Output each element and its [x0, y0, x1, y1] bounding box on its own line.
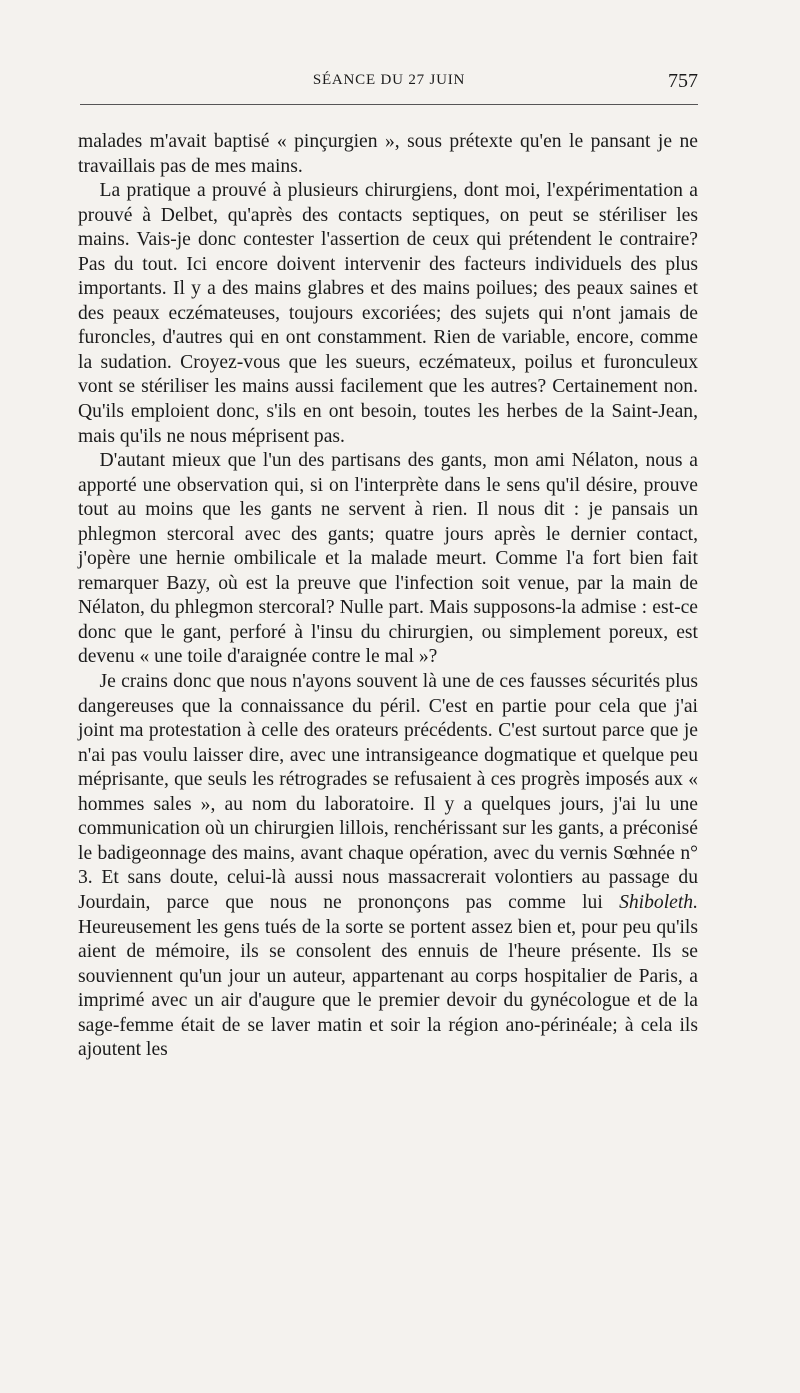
paragraph-3: D'autant mieux que l'un des partisans des gants, mon ami Nélaton, nous a apporté une observation qui, si on l'interprète dans le sens qu'il désire, prouve tout au moins que les gants ne servent à rien. Il nous dit : je pansais un phlegmon stercoral avec des gants; quatre jours après le dernier contact, j'opère une hernie ombilicale et la malade meurt. Comme l'a fort bien fait remarquer Bazy, où est la preuve que l'infection soit venue, par la main de Nélaton, du phlegmon stercoral? Nulle part. Mais supposons-la admise : est-ce donc que le gant, perforé à l'insu du chirurgien, ou simplement poreux, est devenu « une toile d'araignée contre le mal »? — [78, 450, 698, 668]
paragraph-1: malades m'avait baptisé « pinçurgien », sous prétexte qu'en le pansant je ne travaillais pas de mes mains. — [78, 131, 698, 177]
paragraph-4-part-b: Heureusement les gens tués de la sorte se portent assez bien et, pour peu qu'ils aient de mémoire, ils se consolent des ennuis de l'heure présente. Ils se souviennent qu'un jour un auteur, appartenant au corps hospitalier de Paris, a imprimé avec un air d'augure que le premier devoir du gynécologue et de la sage-femme était de se laver matin et soir la région ano-périnéale; à cela ils ajoutent les — [78, 916, 698, 1061]
paragraph-2: La pratique a prouvé à plusieurs chirurgiens, dont moi, l'expérimentation a prouvé à Delbet, qu'après des contacts septiques, on peut se stériliser les mains. Vais-je donc contester l'assertion de ceux qui prétendent le contraire? Pas du tout. Ici encore doivent intervenir des facteurs individuels des plus importants. Il y a des mains glabres et des mains poilues; des peaux saines et des peaux eczémateuses, toujours excoriées; des sujets qui n'ont jamais de furoncles, d'autres qui en ont constamment. Rien de variable, encore, comme la sudation. Croyez-vous que les sueurs, eczémateux, poilus et furonculeux vont se stériliser les mains aussi facilement que les autres? Certainement non. Qu'ils emploient donc, s'ils en ont besoin, toutes les herbes de la Saint-Jean, mais qu'ils ne nous méprisent pas. — [78, 180, 698, 447]
body-text — [78, 130, 698, 1063]
paragraph-4-part-a: Je crains donc que nous n'ayons souvent là une de ces fausses sécurités plus dangereuses que la connaissance du péril. C'est en partie pour cela que j'ai joint ma protestation à celle des orateurs précédents. C'est surtout parce que je n'ai pas voulu laisser dire, avec une intransigeance dogmatique et quelque peu méprisante, que seuls les rétrogrades se refusaient à ces progrès imposés aux « hommes sales », au nom du laboratoire. Il y a quelques jours, j'ai lu une communication où un chirurgien lillois, renchérissant sur les gants, a préconisé le badigeonnage des mains, avant chaque opération, avec du vernis Sœhnée n° 3. Et sans doute, celui-là aussi nous massacrerait volontiers au passage du Jourdain, parce que nous ne prononçons pas comme lui — [78, 671, 698, 913]
header-rule — [80, 104, 698, 105]
running-head: SÉANCE DU 27 JUIN — [312, 72, 466, 88]
page-number: 757 — [668, 70, 698, 92]
page-header — [80, 70, 698, 96]
italic-word-shiboleth: Shiboleth. — [619, 891, 698, 913]
paragraph-4 — [78, 670, 698, 1063]
